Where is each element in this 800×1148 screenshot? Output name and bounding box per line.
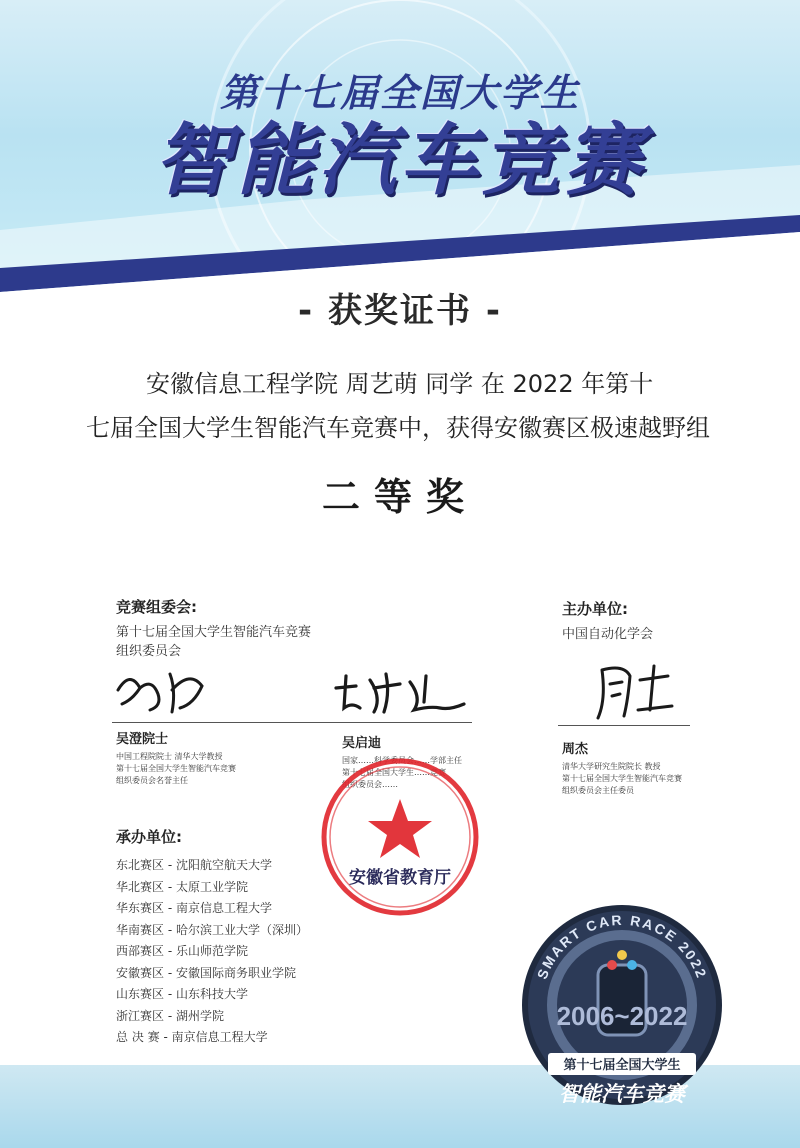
- signature-zhou-jie: [590, 660, 680, 724]
- signatory-2-title-3: 组织委员会……: [342, 780, 398, 789]
- organizer-line-1: 第十七届全国大学生智能汽车竞赛: [116, 625, 312, 640]
- badge-ring-text: SMART CAR RACE 2022: [533, 911, 711, 982]
- host-row: 山东赛区 - 山东科技大学: [116, 987, 248, 1001]
- competition-title: 智能汽车竞赛: [153, 116, 646, 206]
- signature-line-right: [558, 725, 690, 726]
- signatory-2-name: 吴启迪: [342, 736, 382, 751]
- sponsor-label: 主办单位:: [562, 600, 628, 618]
- badge-line-2: 智能汽车竞赛: [559, 1083, 685, 1106]
- prize-level: 二等奖: [321, 474, 478, 519]
- organizer-label: 竞赛组委会:: [116, 598, 197, 616]
- official-seal: [318, 755, 482, 919]
- host-row: 浙江赛区 - 湖州学院: [116, 1008, 224, 1023]
- badge-line-1: 第十七届全国大学生: [563, 1057, 681, 1072]
- signatory-3-name: 周杰: [562, 742, 589, 757]
- organizer-line-2: 组织委员会: [116, 644, 182, 659]
- signatory-1-name: 吴澄院士: [116, 732, 169, 747]
- host-units: [116, 826, 308, 1049]
- sponsor-name: 中国自动化学会: [562, 627, 654, 642]
- host-row: 东北赛区 - 沈阳航空航天大学: [116, 858, 272, 872]
- host-units-label: 承办单位:: [116, 828, 182, 846]
- signatory-1-title-1: 中国工程院院士 清华大学教授: [116, 752, 223, 761]
- certificate-body: [86, 362, 726, 450]
- host-row: 总 决 赛 - 南京信息工程大学: [116, 1030, 268, 1044]
- seal-star-icon: [368, 799, 432, 858]
- signatory-1-title-3: 组织委员会名誉主任: [116, 776, 188, 785]
- signature-wu-cheng: [110, 660, 220, 720]
- seal-text: 安徽省教育厅: [349, 868, 451, 887]
- signatory-3-title-3: 组织委员会主任委员: [562, 786, 634, 795]
- header-banner: [0, 0, 800, 300]
- host-row: 华南赛区 - 哈尔滨工业大学（深圳）: [116, 922, 308, 937]
- signatory-3: [562, 738, 682, 797]
- signature-wu-qidi: [330, 668, 470, 718]
- signatory-2-title-1: 国家……科学委员会……学部主任: [342, 756, 462, 765]
- signature-line-left: [112, 722, 472, 723]
- body-line-2: 七届全国大学生智能汽车竞赛中，获得安徽赛区极速越野组: [86, 414, 710, 442]
- signatory-2-title-2: 第十七届全国大学生……竞赛: [342, 768, 446, 777]
- signatory-1: [116, 728, 236, 787]
- signatory-3-title-2: 第十七届全国大学生智能汽车竞赛: [562, 774, 682, 783]
- certificate-title: - 获奖证书 -: [298, 291, 502, 331]
- signatory-3-title-1: 清华大学研究生院院长 教授: [562, 762, 661, 771]
- host-row: 西部赛区 - 乐山师范学院: [116, 944, 248, 958]
- host-row: 华东赛区 - 南京信息工程大学: [116, 901, 272, 915]
- signatory-1-title-2: 第十七届全国大学生智能汽车竞赛: [116, 764, 236, 773]
- competition-subtitle: 第十七届全国大学生: [219, 71, 580, 115]
- body-line-1: 安徽信息工程学院 周艺萌 同学 在 2022 年第十: [146, 370, 654, 398]
- host-row: 华北赛区 - 太原工业学院: [116, 879, 248, 894]
- sponsor-block: [562, 598, 653, 644]
- host-row: 安徽赛区 - 安徽国际商务职业学院: [116, 965, 296, 980]
- badge-years: 2006~2022: [556, 1001, 688, 1031]
- competition-badge: [512, 905, 732, 1115]
- organizer-block: [116, 596, 311, 661]
